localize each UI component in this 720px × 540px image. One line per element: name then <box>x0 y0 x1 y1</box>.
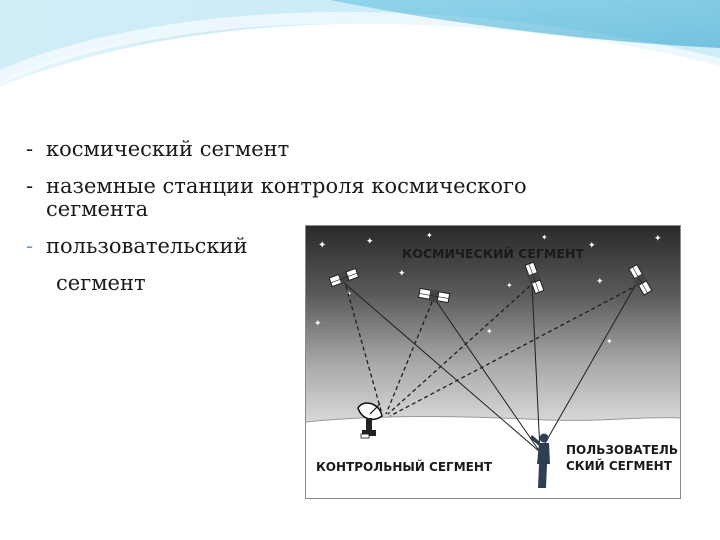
space-segment-label: КОСМИЧЕСКИЙ СЕГМЕНТ <box>402 246 584 261</box>
star-icon: ✦ <box>606 337 613 346</box>
star-icon: ✦ <box>398 269 406 279</box>
bullet-text: космический сегмент <box>46 137 290 161</box>
star-icon: ✦ <box>314 319 322 329</box>
star-icon: ✦ <box>541 233 548 242</box>
star-icon: ✦ <box>654 234 662 244</box>
bullet-text: пользовательский <box>46 234 248 258</box>
diagram-canvas <box>306 226 680 498</box>
bullet-dash: - <box>26 137 34 161</box>
gps-segments-diagram <box>305 225 681 499</box>
star-icon: ✦ <box>588 241 596 251</box>
bullet-text-continuation: сегмента <box>46 197 149 221</box>
star-icon: ✦ <box>506 281 513 290</box>
star-icon: ✦ <box>596 277 604 287</box>
star-icon: ✦ <box>486 327 493 336</box>
bullet-dash: - <box>26 234 34 258</box>
bullet-text: наземные станции контроля космического <box>46 174 527 198</box>
control-segment-label: КОНТРОЛЬНЫЙ СЕГМЕНТ <box>316 460 493 474</box>
bullet-ground-stations <box>26 175 586 221</box>
bullet-space-segment <box>26 138 586 161</box>
slide-title: Состав системы: <box>209 46 551 90</box>
star-icon: ✦ <box>426 231 433 240</box>
star-icon: ✦ <box>346 290 352 298</box>
star-icon: ✦ <box>318 240 327 251</box>
user-segment-label-line1: ПОЛЬЗОВАТЕЛЬ <box>566 443 679 457</box>
bullet-text-continuation: сегмент <box>56 271 146 295</box>
bullet-dash: - <box>26 174 34 198</box>
user-segment-label-line2: СКИЙ СЕГМЕНТ <box>566 459 672 473</box>
star-icon: ✦ <box>366 237 374 247</box>
ground <box>306 417 680 499</box>
